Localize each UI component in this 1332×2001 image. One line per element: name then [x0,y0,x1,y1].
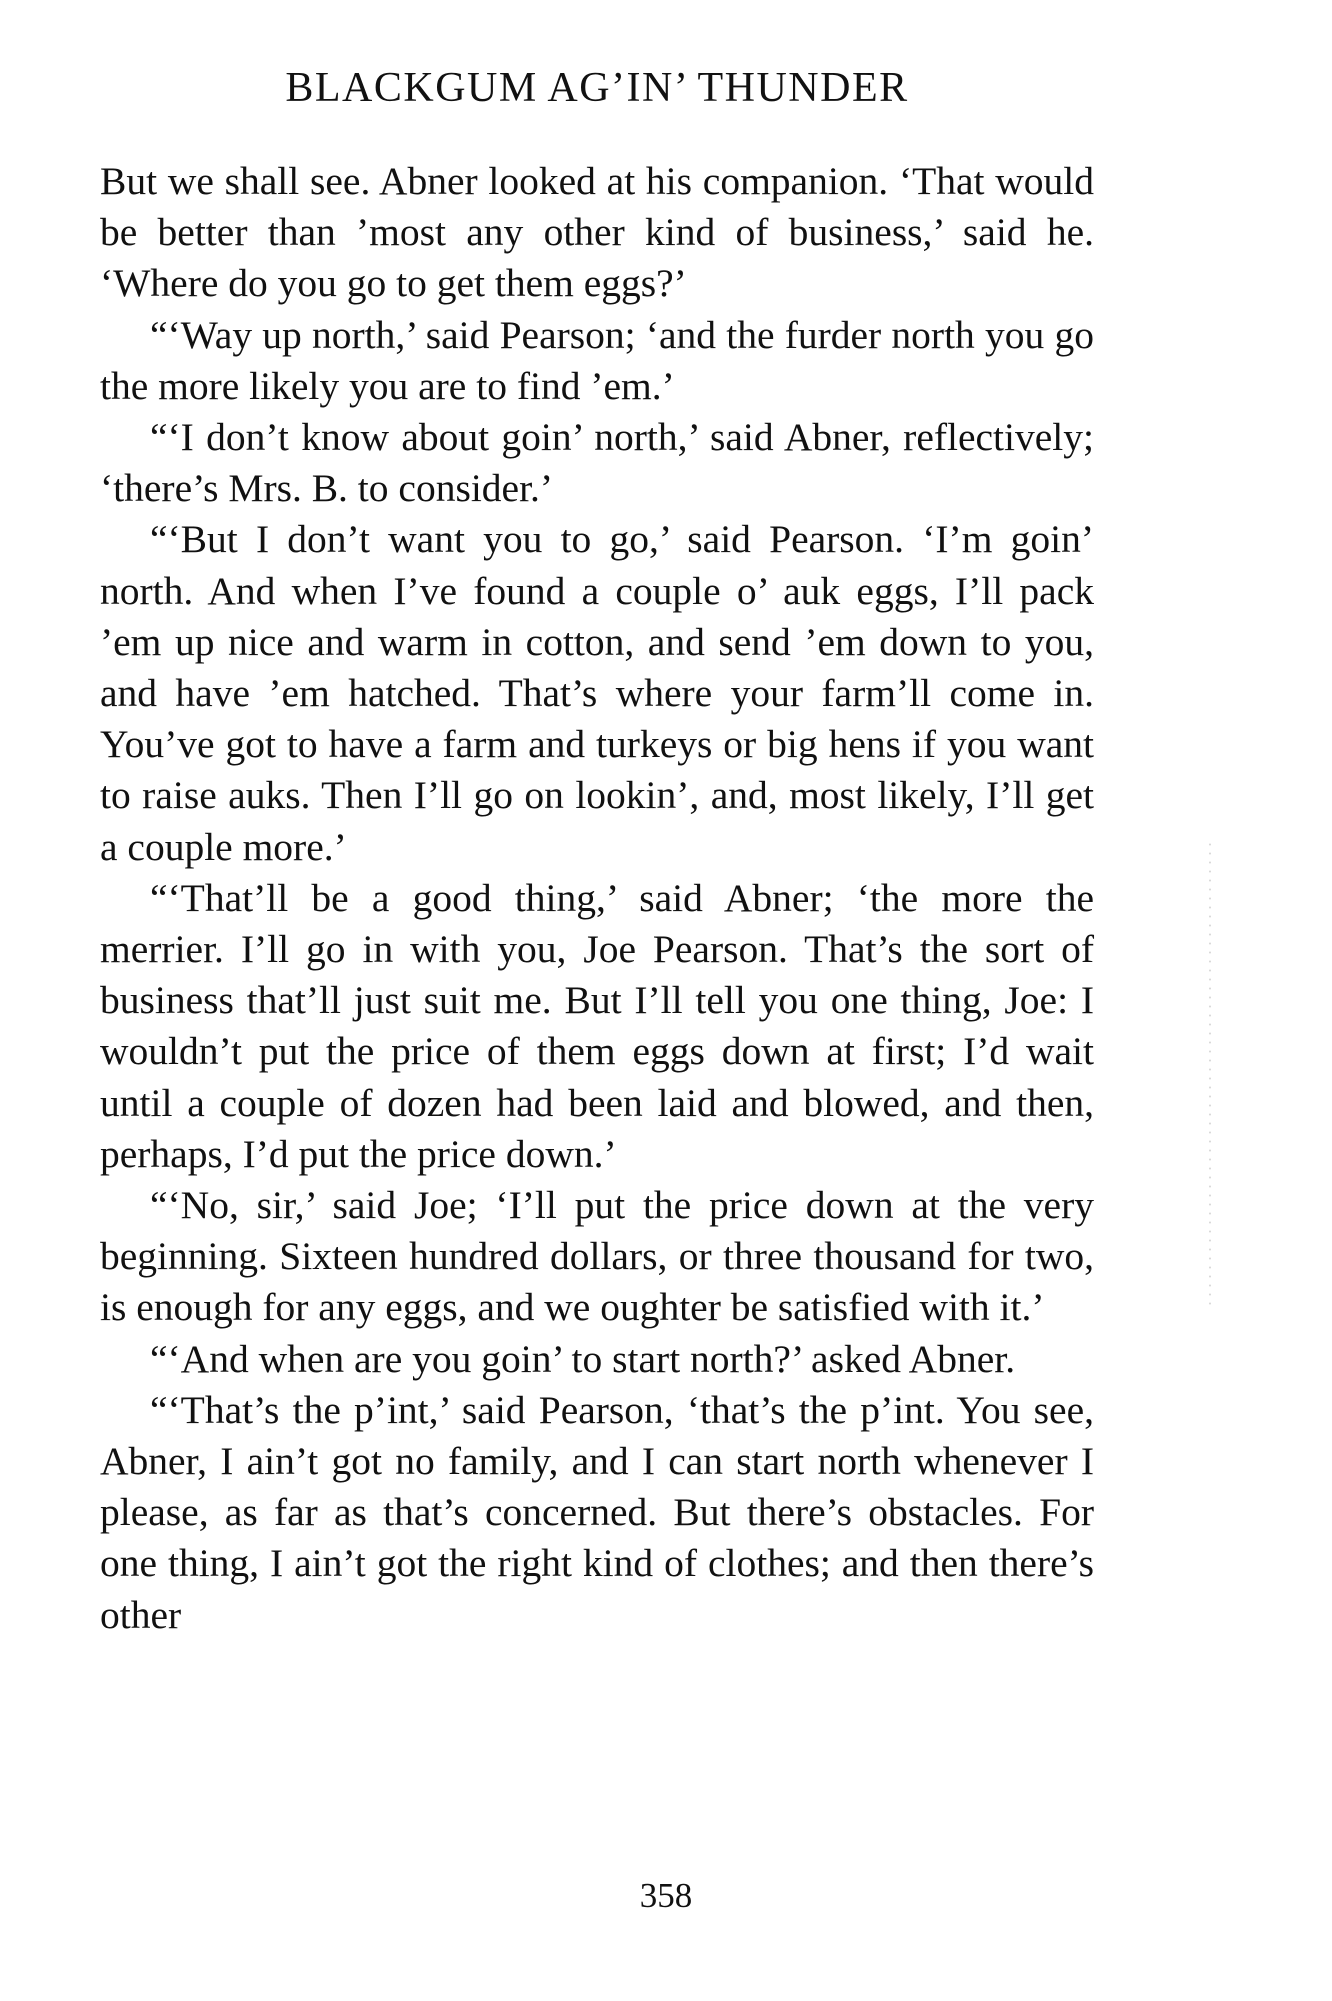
paragraph: “‘I don’t know about goin’ north,’ said Abner, reflectively; ‘there’s Mrs. B. to consider.’ [100,415,1094,511]
running-head: BLACKGUM AG’IN’ THUNDER [285,65,909,111]
paragraph: “‘Way up north,’ said Pearson; ‘and the furder north you go the more likely you are to find ’em.’ [100,312,1094,408]
book-page [100,60,1094,1641]
paragraph: “‘But I don’t want you to go,’ said Pearson. ‘I’m goin’ north. And when I’ve found a couple o’ auk eggs, I’ll pack ’em up nice and warm in cotton, and send ’em down to you, and have ’em hatched. That’s where your farm’ll come in. You’ve got to have a farm and turkeys or big hens if you want to raise auks. Then I’ll go on lookin’, and, most likely, I’ll get a couple more.’ [100,517,1094,869]
margin-scan-speckle [1208,840,1212,1310]
page-number: 358 [639,1876,693,1915]
paragraph: “‘And when are you goin’ to start north?’ asked Abner. [150,1336,1016,1381]
paragraph: “‘No, sir,’ said Joe; ‘I’ll put the price down at the very beginning. Sixteen hundred dollars, or three thousand for two, is enough for any eggs, and we oughter be satisfied with it.’ [100,1183,1094,1330]
paragraph: But we shall see. Abner looked at his companion. ‘That would be better than ’most any other kind of business,’ said he. ‘Where do you go to get them eggs?’ [100,159,1094,306]
body-text [100,156,1094,1641]
paragraph: “‘That’s the p’int,’ said Pearson, ‘that’s the p’int. You see, Abner, I ain’t got no family, and I can start north whenever I please, as far as that’s concerned. But there’s obstacles. For one thing, I ain’t got the right kind of clothes; and then there’s other [100,1387,1094,1637]
paragraph: “‘That’ll be a good thing,’ said Abner; ‘the more the merrier. I’ll go in with you, Joe Pearson. That’s the sort of business that’ll just suit me. But I’ll tell you one thing, Joe: I wouldn’t put the price of them eggs down at first; I’d wait until a couple of dozen had been laid and blowed, and then, perhaps, I’d put the price down.’ [100,875,1094,1176]
